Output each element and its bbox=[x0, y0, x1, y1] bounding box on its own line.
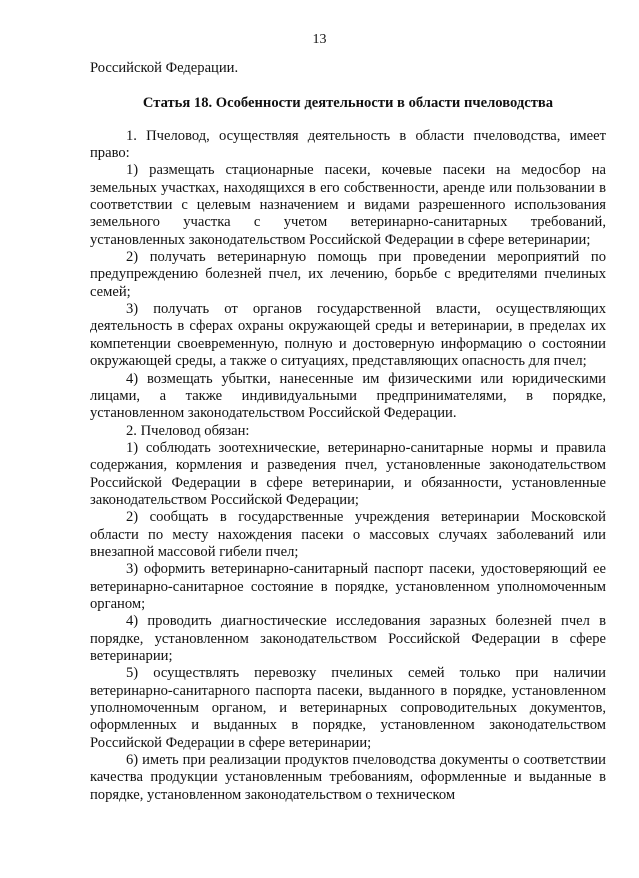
paragraph-1-item-1: 1) размещать стационарные пасеки, кочевые пасеки на медосбор на земельных участках, находящихся в его собственности, аренде или пользовании в соответствии с целевым назначением и видами разрешенного использования земельного участка с учетом ветеринарно-санитарных требований, установленных законодательством Российской Федерации в сфере ветеринарии; bbox=[90, 162, 606, 248]
paragraph-2-item-3: 3) оформить ветеринарно-санитарный паспорт пасеки, удостоверяющий ее ветеринарно-санитарное состояние в порядке, установленном уполномоченным органом; bbox=[90, 561, 606, 612]
paragraph-1: 1. Пчеловод, осуществляя деятельность в области пчеловодства, имеет право: bbox=[90, 127, 606, 162]
paragraph-1-item-3: 3) получать от органов государственной власти, осуществляющих деятельность в сферах охраны окружающей среды и ветеринарии, в пределах их компетенции своевременную, полную и достоверную информацию о состоянии окружающей среды, а также о ситуациях, представляющих опасность для пчел; bbox=[90, 301, 606, 370]
paragraph-1-item-2: 2) получать ветеринарную помощь при проведении мероприятий по предупреждению болезней пчел, их лечению, борьбе с вредителями пчелиных семей; bbox=[90, 249, 606, 300]
document-body bbox=[90, 60, 606, 804]
paragraph-2-item-1: 1) соблюдать зоотехнические, ветеринарно-санитарные нормы и правила содержания, кормления и разведения пчел, установленные законодательством Российской Федерации в сфере ветеринарии, и обязанности, установленные законодательством Российской Федерации; bbox=[90, 439, 606, 508]
paragraph-2: 2. Пчеловод обязан: bbox=[126, 422, 250, 439]
paragraph-2-item-6: 6) иметь при реализации продуктов пчеловодства документы о соответствии качества продукции установленным требованиям, оформленные и выданные в порядке, установленном законодательством о техническом bbox=[90, 752, 606, 803]
page-number: 13 bbox=[312, 32, 327, 47]
article-heading: Статья 18. Особенности деятельности в области пчеловодства bbox=[142, 95, 554, 112]
paragraph-1-item-4: 4) возмещать убытки, нанесенные им физическими или юридическими лицами, а также индивидуальными предпринимателями, в порядке, установленном законодательством Российской Федерации. bbox=[90, 370, 606, 422]
paragraph-2-item-5: 5) осуществлять перевозку пчелиных семей только при наличии ветеринарно-санитарного паспорта пасеки, выданного в порядке, установленном уполномоченным органом, и ветеринарных сопроводительных документов, оформленных и выданных в порядке, установленном законодательством Российской Федерации в сфере ветеринарии; bbox=[90, 665, 606, 751]
continuation-line: Российской Федерации. bbox=[90, 60, 239, 76]
paragraph-2-item-2: 2) сообщать в государственные учреждения ветеринарии Московской области по месту нахождения пасеки о массовых случаях заболеваний или внезапной массовой гибели пчел; bbox=[90, 509, 606, 560]
paragraph-2-item-4: 4) проводить диагностические исследования заразных болезней пчел в порядке, установленном законодательством Российской Федерации в сфере ветеринарии; bbox=[90, 613, 606, 664]
